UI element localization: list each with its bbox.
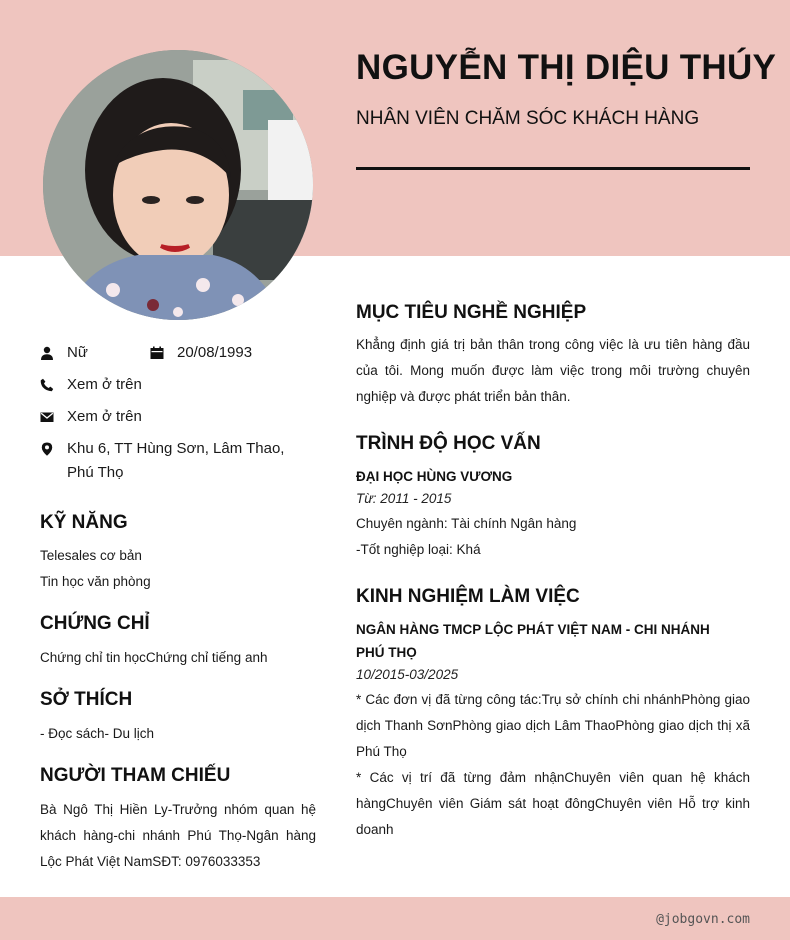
hobbies-text: - Đọc sách- Du lịch [40,726,155,741]
phone-icon [40,378,54,392]
info-dob [150,341,252,365]
info-address [40,437,310,485]
experience-period: 10/2015-03/2025 [356,667,459,682]
education-grade: -Tốt nghiệp loại: Khá [356,542,481,557]
certificates-text: Chứng chỉ tin họcChứng chỉ tiếng anh [40,650,268,665]
footer-credit: @jobgovn.com [656,912,750,927]
title-divider [356,167,750,170]
company-name: NGÂN HÀNG TMCP LỘC PHÁT VIỆT NAM - CHI NHÁNH PHÚ THỌ [356,622,710,660]
info-phone [40,373,142,397]
education-period: Từ: 2011 - 2015 [356,491,452,506]
email-value: Xem ở trên [67,408,142,425]
job-title: NHÂN VIÊN CHĂM SÓC KHÁCH HÀNG [356,108,700,129]
candidate-name: NGUYỄN THỊ DIỆU THÚY [356,48,777,87]
objective-text: Khẳng định giá trị bản thân trong công việc là ưu tiên hàng đầu của tôi. Mong muốn được làm việc trong môi trường chuyên nghiệp và được phát triển bản thân. [356,337,750,404]
skill-item: Telesales cơ bản [40,548,142,563]
info-email [40,405,142,429]
calendar-icon [150,346,164,360]
school-name: ĐẠI HỌC HÙNG VƯƠNG [356,469,513,484]
references-title: NGƯỜI THAM CHIẾU [40,765,231,786]
person-icon [40,346,54,360]
envelope-icon [40,410,54,424]
phone-value: Xem ở trên [67,376,142,393]
education-title: TRÌNH ĐỘ HỌC VẤN [356,433,541,454]
experience-title: KINH NGHIỆM LÀM VIỆC [356,586,580,607]
experience-positions: * Các vị trí đã từng đảm nhậnChuyên viên quan hệ khách hàngChuyên viên Giám sát hoạt đôngChuyên viên Hỗ trợ kinh doanh [356,770,750,837]
map-pin-icon [40,442,54,456]
address-value: Khu 6, TT Hùng Sơn, Lâm Thao, Phú Thọ [67,440,285,481]
experience-units: * Các đơn vị đã từng công tác:Trụ sở chính chi nhánhPhòng giao dịch Thanh SơnPhòng giao dịch Lâm ThaoPhòng giao dịch thị xã Phú Thọ [356,692,750,759]
gender-value: Nữ [67,344,88,361]
certificates-title: CHỨNG CHỈ [40,613,150,634]
hobbies-title: SỞ THÍCH [40,689,133,710]
objective-title: MỤC TIÊU NGHỀ NGHIỆP [356,302,587,323]
profile-photo [43,50,313,320]
skill-item: Tin học văn phòng [40,574,151,589]
dob-value: 20/08/1993 [177,344,253,361]
references-text: Bà Ngô Thị Hiền Ly-Trưởng nhóm quan hệ khách hàng-chi nhánh Phú Thọ-Ngân hàng Lộc Phát Việt NamSĐT: 0976033353 [40,802,316,869]
education-major: Chuyên ngành: Tài chính Ngân hàng [356,516,577,531]
skills-title: KỸ NĂNG [40,512,128,533]
info-gender [40,341,88,365]
